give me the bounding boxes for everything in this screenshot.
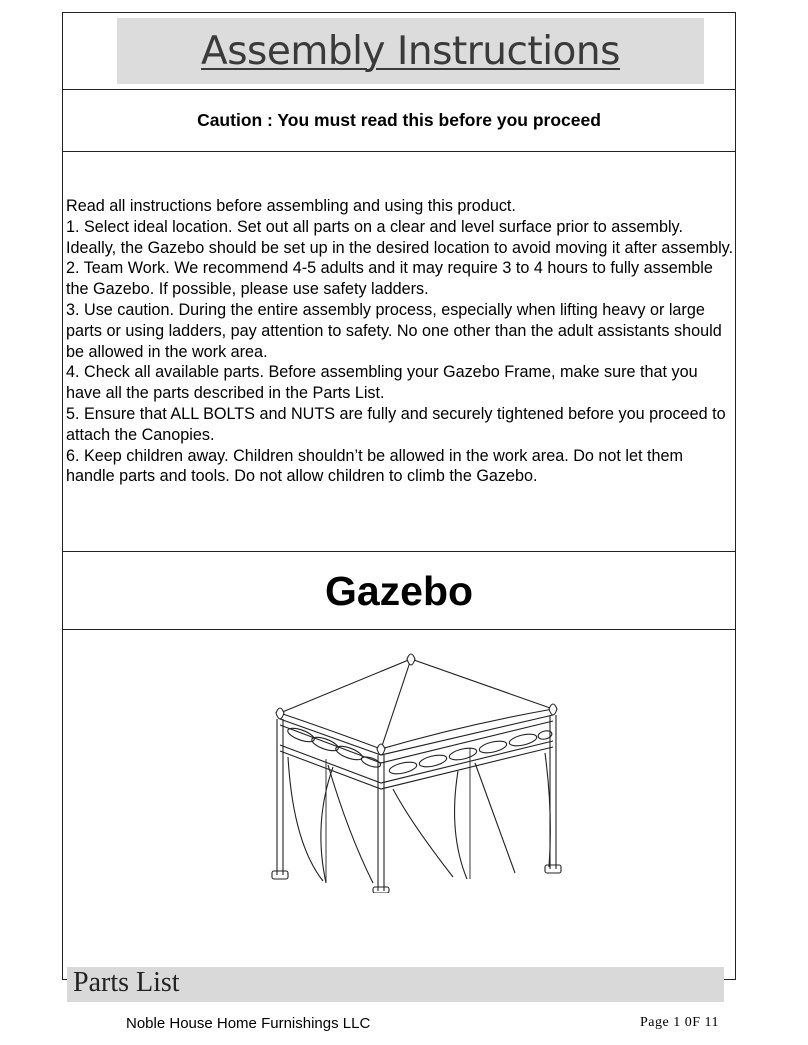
gazebo-illustration: [253, 653, 573, 893]
instruction-step: 3. Use caution. During the entire assembly process, especially when lifting heavy or large parts or using ladders, pay attention to safety. No one other than the adult assistants should be allowed in the work area.: [66, 300, 722, 361]
instruction-step: 2. Team Work. We recommend 4-5 adults and it may require 3 to 4 hours to fully assemble the Gazebo. If possible, please use safety ladders.: [66, 259, 713, 299]
footer-company: Noble House Home Furnishings LLC: [126, 1015, 371, 1032]
instruction-step: 6. Keep children away. Children shouldn’t be allowed in the work area. Do not let them handle parts and tools. Do not allow children to climb the Gazebo.: [66, 446, 683, 486]
product-title: Gazebo: [324, 568, 474, 614]
divider: [63, 629, 735, 630]
caution-heading: Caution : You must read this before you proceed: [197, 109, 601, 130]
document-title: Assembly Instructions: [201, 28, 620, 74]
divider: [63, 151, 735, 152]
instructions-text: [66, 196, 734, 487]
instruction-step: 1. Select ideal location. Set out all parts on a clear and level surface prior to assembly. Ideally, the Gazebo should be set up in the desired location to avoid moving it after assembly.: [66, 217, 734, 257]
page-number: Page 1 0F 11: [640, 1015, 719, 1030]
instructions-intro: Read all instructions before assembling and using this product.: [66, 197, 516, 215]
instruction-step: 5. Ensure that ALL BOLTS and NUTS are fully and securely tightened before you proceed to attach the Canopies.: [66, 404, 726, 444]
parts-list-banner: [67, 967, 724, 1002]
parts-list-heading: Parts List: [73, 967, 180, 998]
document-frame: [62, 12, 736, 998]
divider: [63, 551, 735, 552]
title-banner: [117, 18, 704, 84]
instruction-step: 4. Check all available parts. Before assembling your Gazebo Frame, make sure that you have all the parts described in the Parts List.: [66, 363, 698, 403]
